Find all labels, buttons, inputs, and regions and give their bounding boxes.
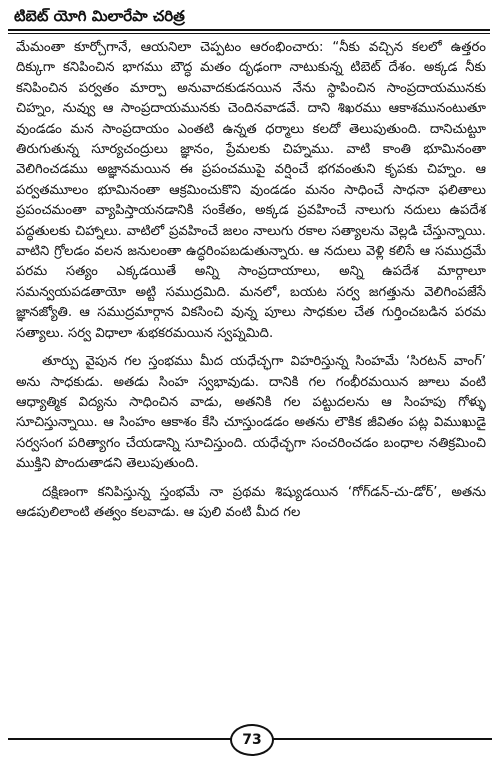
paragraph-1: మేమంతా కూర్చోగానే, ఆయనిలా చెప్పటం ఆరంభించారు: “నీకు వచ్చిన కలలో ఉత్తరం దిక్కుగా కనిపించిన భాగము బౌద్ధ మతం దృఢంగా నాటుకున్న టిబెట్ దేశం. అక్కడ నీకు కనిపించిన పర్వతం మార్పా అనువాదకుడనయిన నేను స్థాపించిన సాంప్రదాయమునకు చిహ్నం, నువ్వు ఆ సాంప్రదాయమునకు చెందినవాడవే. దాని శిఖరము ఆకాశమునంటుతూ వుండడం మన సాంప్రదాయం ఎంతటి ఉన్నత ధర్మాలు కలదో తెలుపుతుంది. దానిచుట్టూ తిరుగుతున్న సూర్యచంద్రులు జ్ఞానం, ప్రేమలకు చిహ్నము. వాటి కాంతి భూమినంతా వెలిగించడము అజ్ఞానమయిన ఈ ప్రపంచముపై వర్షించే భగవంతుని కృపకు చిహ్నం. ఆ పర్వతమూలం భూమినంతా ఆక్రమించుకొని వుండడం మనం సాధించే సాధనా ఫలితాలు ప్రపంచమంతా వ్యాపిస్తాయనడానికి సంకేతం, అక్కడ ప్రవహించే నాలుగు నదులు ఉపదేశ పద్ధతులకు చిహ్నాలు. వాటిలో ప్రవహించే జలం నాలుగు రకాల సత్యాలను వెల్లడి చేస్తున్నాయి. వాటిని గ్రోలడం వలన జనులంతా ఉద్ధరింపబడుతున్నారు. ఆ నదులు వెళ్లి కలిసే ఆ సముద్రమే పరమ సత్యం ఎక్కడయితే అన్ని సాంప్రదాయాలు, అన్ని ఉపదేశ మార్గాలూ సమన్వయపడతాయో అట్టి సముద్రమిది. మనలో, బయట సర్వ జగత్తును వెలిగింపజేసే జ్ఞానజ్యోతి. ఆ సముద్రమార్గాన వికసించి వున్న పూలు సాధకుల చేత గుర్తించబడిన పరమ సత్యాలు. సర్వ విధాలా శుభకరమయిన స్వప్నమిది. [16,40,486,341]
paragraph-3: దక్షిణంగా కనిపిస్తున్న స్తంభమే నా ప్రథమ శిష్యుడయిన ‘గోగ్‌డన్-చు-డోర్’, అతను ఆడపులిలాంటి తత్వం కలవాడు. ఆ పులి వంటి మీద గల [16,484,486,520]
header-rule [8,29,490,31]
paragraph-2: తూర్పు వైపున గల స్తంభము మీద యధేచ్ఛగా విహరిస్తున్న సింహమే ‘సిరటన్ వాంగ్’ అను సాధకుడు. అతడు సింహ స్వభావుడు. దానికి గల గంభీరమయిన జూలు వంటి ఆధ్యాత్మిక విద్యను సాధించిన వాడు, అతనికి గల పట్టుదలను ఆ సింహపు గోళ్ళు సూచిస్తున్నాయి. ఆ సింహం ఆకాశం కేసి చూస్తుండడం అతను లౌకిక జీవితం పట్ల విముఖుడై సర్వసంగ పరిత్యాగం చేయడాన్ని సూచిస్తుంది. యధేచ్ఛగా సంచరించడం బంధాల నతిక్రమించి ముక్తిని పొందుతాడని తెలుపుతుంది. [16,354,486,472]
running-head-title: టిబెట్ యోగి మిలారేపా చరిత్ర [14,7,185,25]
page-number: 73 [230,724,274,756]
page-body [16,38,486,531]
page-footer [8,722,492,756]
header-rule-thin [8,33,490,34]
page-header [8,4,490,30]
